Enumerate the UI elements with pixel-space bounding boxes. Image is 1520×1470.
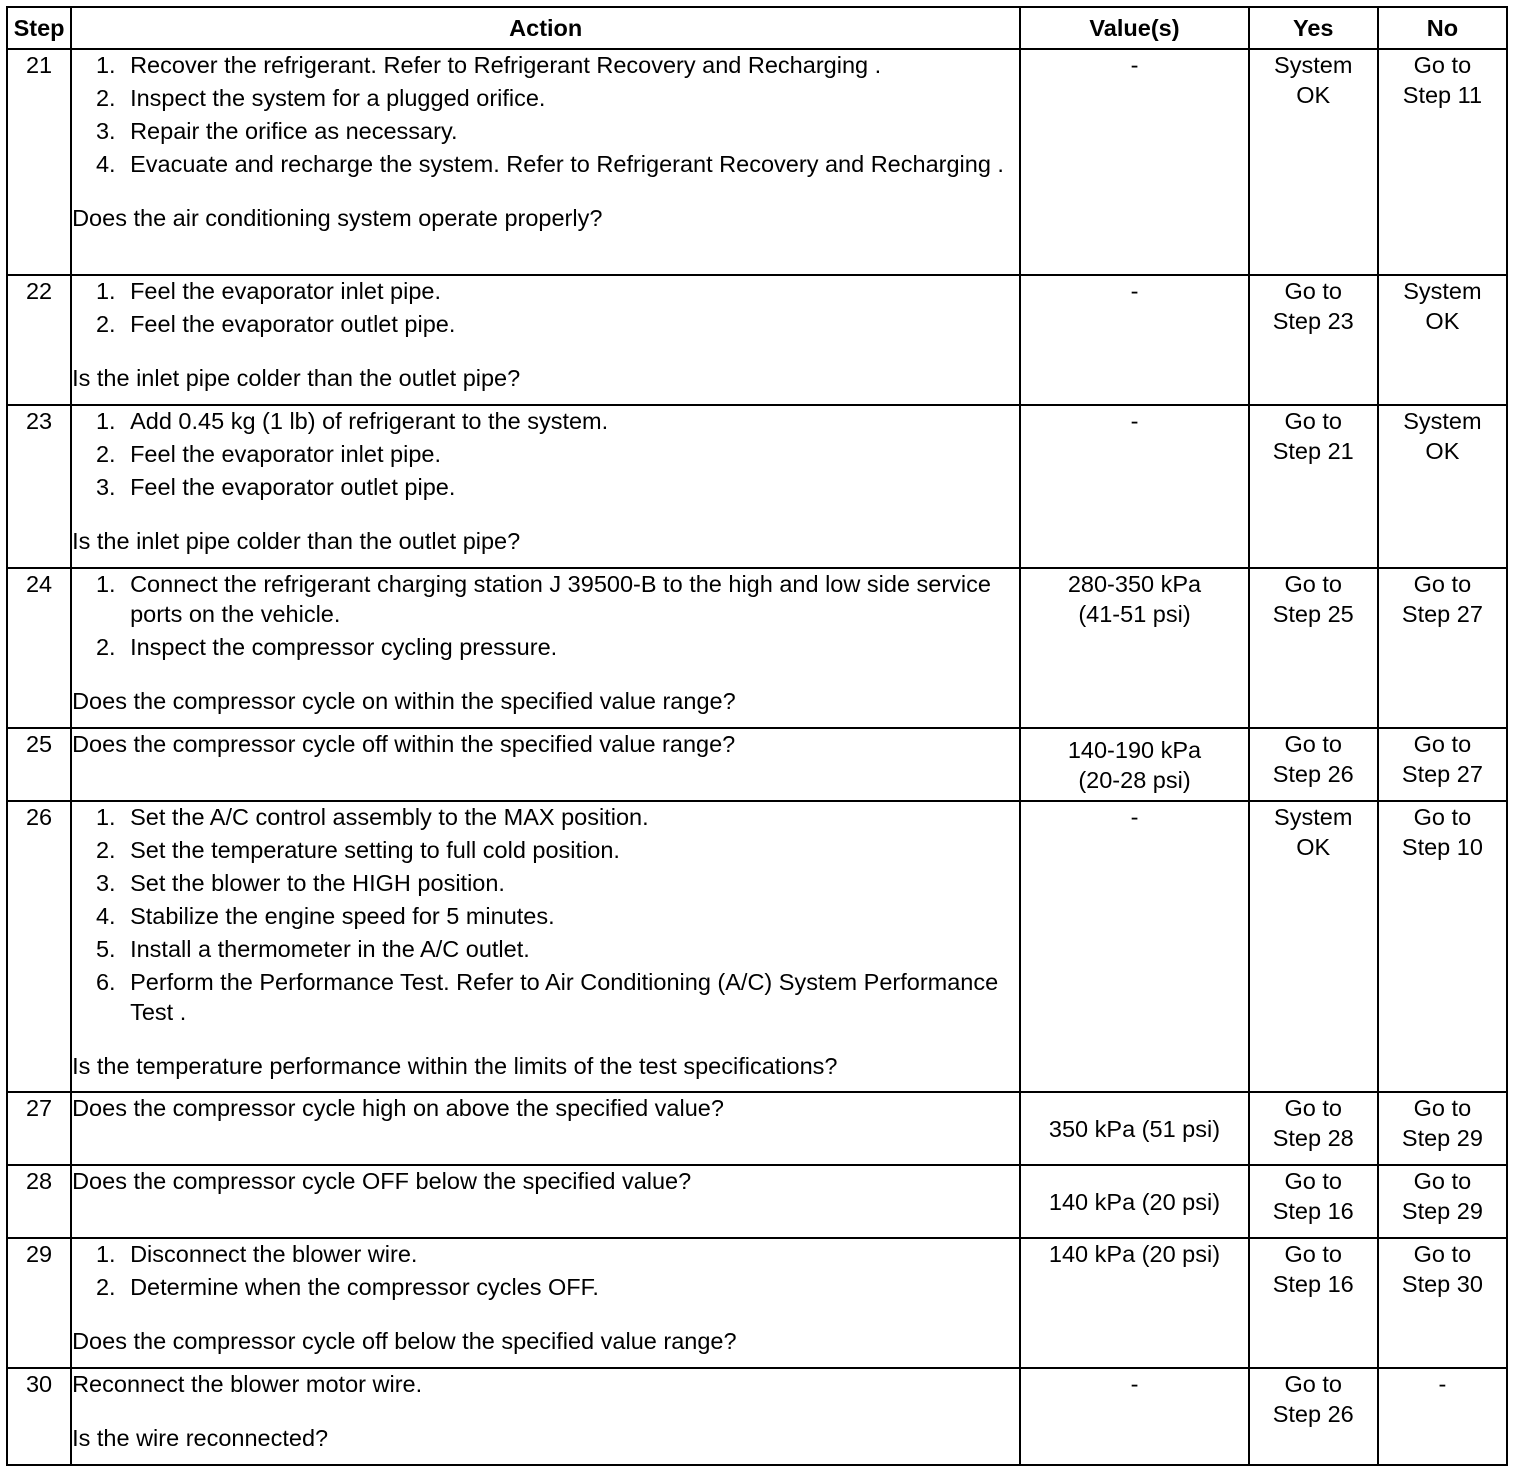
- action-question: Is the inlet pipe colder than the outlet pipe?: [72, 528, 521, 554]
- action-step: 1. Feel the evaporator inlet pipe.: [122, 276, 1019, 306]
- action-question: Does the compressor cycle off within the specified value range?: [72, 731, 736, 757]
- action-question: Does the compressor cycle OFF below the specified value?: [72, 1168, 692, 1194]
- action-steps-list: [72, 276, 1019, 339]
- yes-result: [1249, 1092, 1378, 1165]
- yes-result: [1249, 1165, 1378, 1238]
- action-cell: [71, 275, 1020, 405]
- no-line: Go to: [1413, 731, 1472, 757]
- action-cell: [71, 801, 1020, 1092]
- no-line: Go to: [1413, 571, 1472, 597]
- value-cell: [1020, 405, 1248, 568]
- action-steps-list: [72, 802, 1019, 1027]
- action-steps-list: [72, 50, 1019, 179]
- yes-line: Step 16: [1272, 1198, 1354, 1224]
- header-step: Step: [7, 7, 71, 49]
- header-values: Value(s): [1020, 7, 1248, 49]
- no-line: Go to: [1413, 804, 1472, 830]
- action-step: 1. Set the A/C control assembly to the MAX position.: [122, 802, 1019, 832]
- value-line: 140-190 kPa: [1067, 736, 1202, 763]
- value-cell: [1020, 1092, 1248, 1165]
- no-result: [1378, 1165, 1507, 1238]
- action-step: 6. Perform the Performance Test. Refer to Air Conditioning (A/C) System Performance Test .: [122, 967, 1019, 1027]
- no-result: [1378, 275, 1507, 405]
- action-steps-list: [72, 569, 1019, 662]
- value-cell: [1020, 49, 1248, 275]
- value-line: 140 kPa (20 psi): [1048, 1188, 1221, 1215]
- no-line: OK: [1425, 308, 1460, 334]
- action-question: Is the inlet pipe colder than the outlet pipe?: [72, 365, 521, 391]
- step-number: 29: [7, 1238, 71, 1368]
- yes-result: [1249, 728, 1378, 801]
- yes-line: Step 26: [1272, 1401, 1354, 1427]
- yes-line: System: [1274, 52, 1353, 78]
- table-row: [7, 1092, 1507, 1165]
- no-line: -: [1438, 1371, 1447, 1397]
- table-row: [7, 1238, 1507, 1368]
- value-line: -: [1130, 278, 1139, 304]
- value-line: -: [1130, 408, 1139, 434]
- no-line: Step 29: [1401, 1198, 1483, 1224]
- action-step: 1. Disconnect the blower wire.: [122, 1239, 1019, 1269]
- yes-line: Go to: [1284, 1095, 1342, 1121]
- yes-result: [1249, 1368, 1378, 1465]
- no-result: [1378, 1238, 1507, 1368]
- action-step: 3. Set the blower to the HIGH position.: [122, 868, 1019, 898]
- action-step: 1. Connect the refrigerant charging station J 39500-B to the high and low side service ports on the vehicle.: [122, 569, 1019, 629]
- yes-result: [1249, 275, 1378, 405]
- no-line: Step 30: [1401, 1271, 1483, 1297]
- no-line: Go to: [1413, 52, 1472, 78]
- table-body: [7, 49, 1507, 1465]
- action-cell: [71, 728, 1020, 801]
- action-step: 2. Inspect the compressor cycling pressure.: [122, 632, 1019, 662]
- no-result: [1378, 568, 1507, 728]
- action-question: Is the temperature performance within the limits of the test specifications?: [72, 1053, 838, 1079]
- action-step: 3. Feel the evaporator outlet pipe.: [122, 472, 1019, 502]
- action-question: Does the compressor cycle on within the specified value range?: [72, 688, 736, 714]
- header-row: [7, 7, 1507, 49]
- no-line: Go to: [1413, 1095, 1472, 1121]
- yes-result: [1249, 1238, 1378, 1368]
- no-result: [1378, 801, 1507, 1092]
- yes-line: System: [1274, 804, 1353, 830]
- action-cell: [71, 405, 1020, 568]
- value-line: -: [1130, 1371, 1139, 1397]
- value-line: (41-51 psi): [1078, 601, 1191, 627]
- no-line: Step 27: [1401, 761, 1483, 787]
- value-line: -: [1130, 52, 1139, 78]
- step-number: 23: [7, 405, 71, 568]
- action-steps-list: [72, 1239, 1019, 1302]
- yes-line: Step 26: [1272, 761, 1354, 787]
- action-step: 5. Install a thermometer in the A/C outlet.: [122, 934, 1019, 964]
- yes-result: [1249, 49, 1378, 275]
- yes-line: Go to: [1284, 408, 1342, 434]
- action-question: Does the compressor cycle off below the specified value range?: [72, 1328, 737, 1354]
- action-steps-list: [72, 406, 1019, 502]
- action-step: 2. Feel the evaporator outlet pipe.: [122, 309, 1019, 339]
- value-cell: [1020, 728, 1248, 801]
- action-cell: [71, 1238, 1020, 1368]
- yes-result: [1249, 568, 1378, 728]
- value-cell: [1020, 1368, 1248, 1465]
- table-row: [7, 568, 1507, 728]
- header-yes: Yes: [1249, 7, 1378, 49]
- value-cell: [1020, 801, 1248, 1092]
- step-number: 22: [7, 275, 71, 405]
- no-line: System: [1403, 408, 1482, 434]
- action-step: 2. Determine when the compressor cycles OFF.: [122, 1272, 1019, 1302]
- yes-line: Step 16: [1272, 1271, 1354, 1297]
- value-line: 280-350 kPa: [1067, 571, 1202, 597]
- no-result: [1378, 405, 1507, 568]
- action-step: 4. Evacuate and recharge the system. Refer to Refrigerant Recovery and Recharging .: [122, 149, 1019, 179]
- no-line: Step 27: [1401, 601, 1483, 627]
- action-cell: [71, 1368, 1020, 1465]
- diagnostic-table: [6, 6, 1508, 1466]
- no-line: Go to: [1413, 1241, 1472, 1267]
- value-line: 140 kPa (20 psi): [1048, 1241, 1221, 1267]
- action-text: Reconnect the blower motor wire.: [72, 1371, 423, 1397]
- value-cell: [1020, 275, 1248, 405]
- no-line: OK: [1425, 438, 1460, 464]
- yes-line: Step 25: [1272, 601, 1354, 627]
- value-line: -: [1130, 804, 1139, 830]
- table-row: [7, 49, 1507, 275]
- step-number: 25: [7, 728, 71, 801]
- action-question: Does the air conditioning system operate properly?: [72, 205, 603, 231]
- yes-line: Go to: [1284, 1241, 1342, 1267]
- step-number: 24: [7, 568, 71, 728]
- action-question: Is the wire reconnected?: [72, 1425, 329, 1451]
- value-cell: [1020, 1165, 1248, 1238]
- no-line: Step 10: [1401, 834, 1483, 860]
- no-result: [1378, 49, 1507, 275]
- action-step: 4. Stabilize the engine speed for 5 minutes.: [122, 901, 1019, 931]
- no-line: Step 11: [1402, 82, 1483, 108]
- step-number: 27: [7, 1092, 71, 1165]
- action-step: 2. Feel the evaporator inlet pipe.: [122, 439, 1019, 469]
- yes-line: Go to: [1284, 278, 1342, 304]
- action-step: 3. Repair the orifice as necessary.: [122, 116, 1019, 146]
- yes-line: Step 28: [1272, 1125, 1354, 1151]
- yes-line: OK: [1296, 82, 1331, 108]
- value-line: (20-28 psi): [1078, 766, 1191, 793]
- action-step: 1. Recover the refrigerant. Refer to Refrigerant Recovery and Recharging .: [122, 50, 1019, 80]
- yes-line: Step 23: [1272, 308, 1354, 334]
- table-row: [7, 275, 1507, 405]
- action-cell: [71, 49, 1020, 275]
- header-no: No: [1378, 7, 1507, 49]
- yes-line: Go to: [1284, 731, 1342, 757]
- yes-line: Go to: [1284, 1168, 1342, 1194]
- no-result: [1378, 728, 1507, 801]
- no-line: Step 29: [1401, 1125, 1483, 1151]
- action-cell: [71, 1092, 1020, 1165]
- action-step: 2. Inspect the system for a plugged orifice.: [122, 83, 1019, 113]
- table-row: [7, 728, 1507, 801]
- value-cell: [1020, 568, 1248, 728]
- yes-line: Step 21: [1272, 438, 1354, 464]
- yes-line: Go to: [1284, 1371, 1342, 1397]
- step-number: 26: [7, 801, 71, 1092]
- yes-line: OK: [1296, 834, 1331, 860]
- no-line: System: [1403, 278, 1482, 304]
- value-line: 350 kPa (51 psi): [1048, 1115, 1221, 1142]
- action-step: 2. Set the temperature setting to full cold position.: [122, 835, 1019, 865]
- header-action: Action: [71, 7, 1020, 49]
- table-row: [7, 801, 1507, 1092]
- no-result: [1378, 1092, 1507, 1165]
- action-step: 1. Add 0.45 kg (1 lb) of refrigerant to the system.: [122, 406, 1019, 436]
- step-number: 21: [7, 49, 71, 275]
- step-number: 30: [7, 1368, 71, 1465]
- table-row: [7, 1165, 1507, 1238]
- action-cell: [71, 568, 1020, 728]
- yes-line: Go to: [1284, 571, 1342, 597]
- step-number: 28: [7, 1165, 71, 1238]
- no-result: [1378, 1368, 1507, 1465]
- table-row: [7, 1368, 1507, 1465]
- yes-result: [1249, 405, 1378, 568]
- no-line: Go to: [1413, 1168, 1472, 1194]
- action-cell: [71, 1165, 1020, 1238]
- table-row: [7, 405, 1507, 568]
- action-question: Does the compressor cycle high on above the specified value?: [72, 1095, 724, 1121]
- value-cell: [1020, 1238, 1248, 1368]
- yes-result: [1249, 801, 1378, 1092]
